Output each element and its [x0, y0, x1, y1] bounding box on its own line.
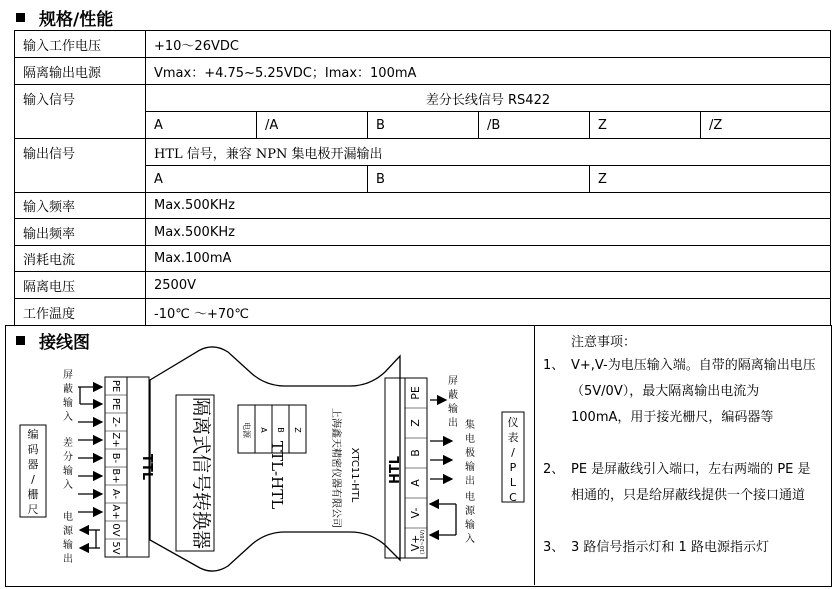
- htl-terminal-label: B: [409, 449, 422, 457]
- led-label: B: [276, 427, 285, 433]
- ttl-terminal-label: Z+: [110, 432, 121, 448]
- note-number: 3、: [543, 540, 565, 555]
- group-label-shield-input: 屏蔽输入: [63, 370, 73, 423]
- spec-value: Max.500KHz: [146, 219, 831, 246]
- group-label-power-input: 电源输入: [465, 492, 475, 545]
- ttl-terminal-label: B-: [110, 452, 121, 464]
- left-arrows: [78, 387, 102, 548]
- spec-value: 2500V: [146, 272, 831, 299]
- spec-label: 输出信号: [15, 139, 146, 193]
- spec-label: 输出频率: [15, 219, 146, 246]
- spec-label: 输入频率: [15, 193, 146, 219]
- channel-cell: A: [146, 112, 257, 139]
- note-number: 2、: [543, 462, 565, 477]
- module-model: TTL-HTL: [268, 440, 286, 510]
- channel-cell: B: [368, 166, 590, 193]
- wiring-section-title-text: 接线图: [39, 333, 90, 353]
- channel-cell: A: [146, 166, 368, 193]
- plc-label: [508, 416, 519, 504]
- plc-label-text: 仪表/ P L C: [507, 416, 519, 504]
- channel-cell: Z: [590, 166, 831, 193]
- spec-label: 隔离电压: [15, 272, 146, 299]
- channel-cell: B: [368, 112, 479, 139]
- spec-value: Max.100mA: [146, 246, 831, 272]
- spec-value: Vmax：+4.75~5.25VDC；Imax：100mA: [146, 58, 831, 85]
- channel-cell: /Z: [701, 112, 831, 139]
- note-text: 3 路信号指示灯和 1 路电源指示灯: [571, 540, 769, 555]
- channel-cell: /A: [257, 112, 368, 139]
- right-group-labels: [448, 375, 476, 545]
- ttl-terminal-label: Z-: [110, 416, 121, 428]
- ttl-terminal-label: 0V: [110, 523, 121, 537]
- notes-panel: [534, 325, 831, 585]
- note-text: V+,V-为电压输入端。自带的隔离输出电压（5V/0V），最大隔离输出电流为 100mA，用于接光栅尺，编码器等: [571, 358, 816, 425]
- spec-value: Max.500KHz: [146, 193, 831, 219]
- htl-terminal-label: A: [409, 479, 422, 487]
- spec-label: 隔离输出电源: [15, 58, 146, 85]
- spec-label: 输入工作电压: [15, 31, 146, 58]
- spec-label: 输入信号: [15, 85, 146, 139]
- spec-value: 差分长线信号 RS422: [146, 85, 831, 112]
- led-label: 电源: [242, 422, 251, 438]
- htl-terminal-label: V-: [409, 507, 422, 519]
- spec-label: 工作温度: [15, 299, 146, 326]
- led-indicator-block: [238, 405, 306, 453]
- group-label-collector-output: 集电极输出: [465, 420, 475, 487]
- note-number: 1、: [543, 358, 565, 373]
- spec-label: 消耗电流: [15, 246, 146, 272]
- left-group-labels: [63, 369, 74, 565]
- led-label: A: [259, 427, 268, 433]
- ttl-terminal-label: B+: [110, 468, 121, 484]
- htl-terminals: [405, 386, 427, 554]
- group-label-power-output: 电源输出: [63, 512, 73, 565]
- channel-cell: /B: [479, 112, 590, 139]
- ttl-terminal-label: PE: [110, 379, 121, 393]
- spec-value: +10～26VDC: [146, 31, 831, 58]
- encoder-label: [28, 427, 39, 516]
- htl-voltage-range: (10~26V): [420, 529, 426, 555]
- led-label: Z: [293, 427, 302, 433]
- htl-terminal-label: V+: [409, 534, 422, 552]
- spec-value: HTL 信号，兼容 NPN 集电极开漏输出: [146, 139, 831, 166]
- spec-value: -10℃ ～+70℃: [146, 299, 831, 326]
- encoder-label-text: 编码器/栅尺: [27, 428, 39, 516]
- ttl-terminal-label: 5V: [110, 541, 121, 555]
- ttl-terminals: [105, 380, 127, 555]
- htl-terminal-label: Z: [409, 419, 422, 427]
- ttl-terminal-label: A-: [110, 488, 121, 500]
- notes-title: 注意事项：: [571, 335, 637, 350]
- company-name: 上海鑫天精密仪器有限公司: [330, 408, 341, 528]
- module-name: 隔离式信号转换器: [190, 396, 212, 550]
- group-label-shield-output: 屏蔽输出: [448, 376, 458, 429]
- ttl-terminal-label: A+: [110, 504, 121, 520]
- channel-cell: Z: [590, 112, 701, 139]
- ttl-label: TTL: [139, 453, 154, 481]
- note-text: PE 是屏蔽线引入端口，左右两端的 PE 是相通的，只是给屏蔽线提供一个接口通道: [571, 462, 811, 503]
- model-code: XTC11-HTL: [349, 447, 360, 503]
- htl-terminal-label: PE: [409, 386, 422, 400]
- spec-section-title-text: 规格/性能: [39, 10, 114, 30]
- group-label-diff-input: 差分输入: [63, 438, 73, 491]
- htl-label: HTL: [388, 455, 403, 485]
- ttl-terminal-label: PE: [110, 397, 121, 411]
